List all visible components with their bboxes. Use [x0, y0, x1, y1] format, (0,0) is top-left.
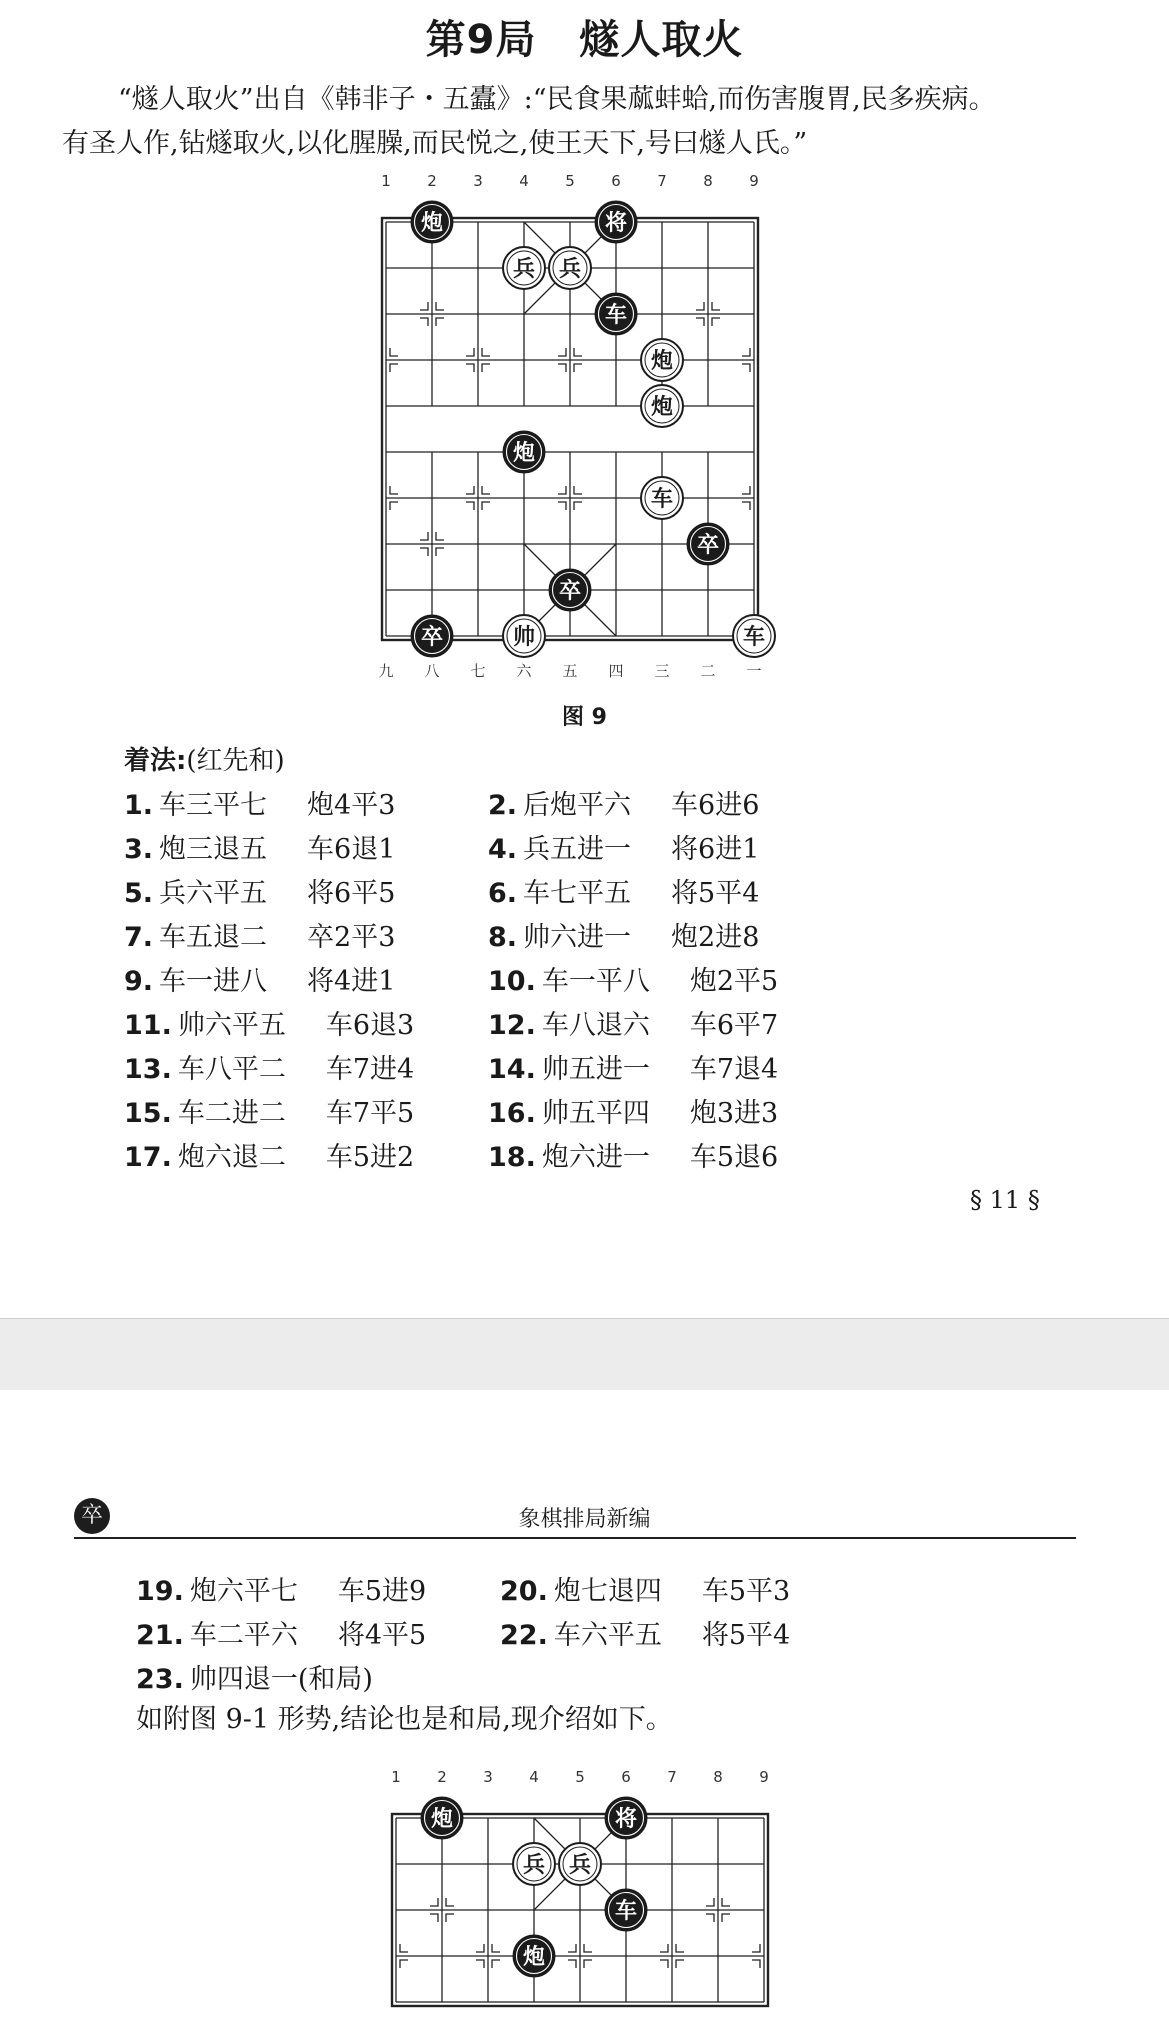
- move-number: 17.: [124, 1142, 172, 1173]
- red-move: 炮六进一: [541, 1142, 650, 1173]
- red-move: 帅六进一: [523, 922, 632, 953]
- move-number: 8.: [488, 922, 518, 953]
- move-entry: [500, 1570, 790, 1614]
- moves-label: 着法:: [124, 746, 187, 776]
- red-piece: [503, 615, 545, 657]
- red-piece: [513, 1843, 555, 1885]
- move-number: 14.: [488, 1054, 536, 1085]
- black-move: 将4平5: [337, 1620, 427, 1651]
- black-piece: [411, 201, 453, 243]
- red-move: 帅五平四: [541, 1098, 650, 1129]
- black-piece: [605, 1889, 647, 1931]
- move-entry: [488, 1048, 778, 1092]
- move-number: 16.: [488, 1098, 536, 1129]
- move-entry: [124, 1004, 414, 1048]
- black-move: 炮2进8: [671, 922, 760, 953]
- black-move: 车7退4: [689, 1054, 779, 1085]
- moves-subtitle: (红先和): [186, 746, 285, 776]
- file-number-bottom: 九: [378, 662, 394, 678]
- game-number: 第9局: [425, 17, 537, 63]
- red-move: 炮七退四: [553, 1576, 662, 1607]
- red-piece: [733, 615, 775, 657]
- black-move: 将4进1: [307, 966, 396, 997]
- page-gap: [0, 1318, 1169, 1392]
- chess-board-figure-9: [360, 168, 780, 678]
- red-piece: [503, 247, 545, 289]
- black-piece: [549, 569, 591, 611]
- game-title: [0, 8, 1169, 65]
- move-number: 4.: [488, 834, 518, 865]
- red-move: 车五退二: [159, 922, 268, 953]
- intro-line-1: “燧人取火”出自《韩非子・五蠹》:“民食果蓏蚌蛤,而伤害腹胃,民多疾病。: [118, 84, 996, 115]
- move-number: 15.: [124, 1098, 172, 1129]
- move-entry: [488, 784, 759, 828]
- move-number: 20.: [500, 1576, 548, 1607]
- red-move: 兵六平五: [159, 878, 268, 909]
- file-number-top: 8: [703, 172, 713, 190]
- move-number: 12.: [488, 1010, 536, 1041]
- svg-text:帅: 帅: [512, 625, 536, 650]
- svg-text:兵: 兵: [558, 257, 582, 282]
- red-piece: [559, 1843, 601, 1885]
- red-move: 车八退六: [541, 1010, 650, 1041]
- black-piece: [503, 431, 545, 473]
- black-move: 车5平3: [701, 1576, 791, 1607]
- page-12: [0, 1390, 1169, 2007]
- file-number-top: 8: [713, 1768, 723, 1786]
- black-move: 炮2平5: [689, 966, 779, 997]
- move-number: 23.: [136, 1664, 184, 1695]
- file-number-bottom: 二: [700, 662, 716, 678]
- black-move: 车5退6: [689, 1142, 779, 1173]
- file-number-bottom: 七: [470, 662, 486, 678]
- svg-text:卒: 卒: [696, 533, 720, 558]
- move-entry: [124, 960, 395, 1004]
- black-move: 车6进6: [671, 790, 760, 821]
- file-number-top: 5: [575, 1768, 585, 1786]
- move-number: 3.: [124, 834, 154, 865]
- move-entry: [488, 1092, 778, 1136]
- file-number-top: 4: [529, 1768, 539, 1786]
- black-piece: [421, 1797, 463, 1839]
- move-entry: [488, 960, 778, 1004]
- file-number-bottom: 八: [424, 662, 440, 678]
- black-move: 车7进4: [325, 1054, 415, 1085]
- move-entry: [136, 1614, 426, 1658]
- black-move: 将5平4: [701, 1620, 791, 1651]
- svg-text:车: 车: [650, 487, 674, 512]
- file-number-top: 7: [657, 172, 667, 190]
- chess-board-figure-9-1: [370, 1764, 790, 2024]
- black-piece: [513, 1935, 555, 1977]
- black-move: 将5平4: [671, 878, 760, 909]
- file-number-top: 4: [519, 172, 529, 190]
- book-header: 象棋排局新编: [518, 1507, 651, 1532]
- svg-text:车: 车: [614, 1899, 638, 1924]
- board-svg-partial: [370, 1764, 790, 2024]
- move-entry: [124, 784, 395, 828]
- move-number: 6.: [488, 878, 518, 909]
- red-move: 车一平八: [541, 966, 650, 997]
- page-number: § 11 §: [970, 1186, 1040, 1214]
- move-entry: [500, 1614, 790, 1658]
- black-piece: [595, 201, 637, 243]
- black-move: 车6退1: [307, 834, 396, 865]
- file-number-top: 2: [427, 172, 437, 190]
- svg-text:卒: 卒: [558, 579, 582, 604]
- move-entry: [124, 872, 395, 916]
- red-move: 车六平五: [553, 1620, 662, 1651]
- black-piece: [595, 293, 637, 335]
- move-entry: [488, 1004, 778, 1048]
- header-rule: [74, 1537, 1076, 1539]
- moves-heading: [124, 740, 285, 777]
- red-move: 帅五进一: [541, 1054, 650, 1085]
- page-number-value: 11: [989, 1186, 1021, 1214]
- red-piece: [641, 477, 683, 519]
- black-piece: [605, 1797, 647, 1839]
- move-entry: [124, 828, 395, 872]
- file-number-top: 5: [565, 172, 575, 190]
- move-number: 19.: [136, 1576, 184, 1607]
- move-number: 11.: [124, 1010, 172, 1041]
- board-svg: [360, 168, 780, 678]
- red-move: 帅六平五: [177, 1010, 286, 1041]
- black-move: 车5进2: [325, 1142, 415, 1173]
- file-number-bottom: 三: [654, 662, 670, 678]
- red-move: 炮六退二: [177, 1142, 286, 1173]
- svg-text:将: 将: [614, 1807, 638, 1832]
- move-number: 7.: [124, 922, 154, 953]
- move-entry: [124, 1092, 414, 1136]
- black-piece: [411, 615, 453, 657]
- move-number: 1.: [124, 790, 154, 821]
- figure-caption: 图 9: [562, 705, 607, 730]
- black-move: 将6进1: [671, 834, 760, 865]
- red-move: 帅四退一(和局): [189, 1664, 373, 1695]
- black-move: 将6平5: [307, 878, 396, 909]
- file-number-top: 1: [381, 172, 391, 190]
- file-number-top: 9: [759, 1768, 769, 1786]
- svg-text:炮: 炮: [650, 349, 674, 374]
- svg-text:兵: 兵: [568, 1853, 592, 1878]
- black-move: 卒2平3: [307, 922, 396, 953]
- red-move: 车二进二: [177, 1098, 286, 1129]
- svg-text:炮: 炮: [512, 441, 536, 466]
- appendix-note: 如附图 9-1 形势,结论也是和局,现介绍如下。: [136, 1704, 673, 1735]
- file-number-top: 1: [391, 1768, 401, 1786]
- move-number: 5.: [124, 878, 154, 909]
- move-number: 13.: [124, 1054, 172, 1085]
- file-number-top: 9: [749, 172, 759, 190]
- file-number-top: 2: [437, 1768, 447, 1786]
- move-entry: [124, 1136, 414, 1180]
- red-move: 炮三退五: [159, 834, 268, 865]
- red-move: 炮六平七: [189, 1576, 298, 1607]
- file-number-top: 6: [621, 1768, 631, 1786]
- red-move: 车一进八: [159, 966, 268, 997]
- svg-text:炮: 炮: [522, 1945, 546, 1970]
- svg-text:炮: 炮: [430, 1807, 454, 1832]
- move-entry: [488, 828, 759, 872]
- move-entry: [124, 1048, 414, 1092]
- svg-text:兵: 兵: [512, 257, 536, 282]
- file-number-top: 6: [611, 172, 621, 190]
- svg-text:车: 车: [604, 303, 628, 328]
- file-number-top: 3: [473, 172, 483, 190]
- file-number-bottom: 四: [608, 662, 624, 678]
- move-number: 2.: [488, 790, 518, 821]
- black-move: 炮3进3: [689, 1098, 779, 1129]
- red-move: 车二平六: [189, 1620, 298, 1651]
- move-number: 22.: [500, 1620, 548, 1651]
- svg-text:兵: 兵: [522, 1853, 546, 1878]
- file-number-top: 3: [483, 1768, 493, 1786]
- file-number-bottom: 一: [746, 662, 762, 678]
- red-move: 车八平二: [177, 1054, 286, 1085]
- black-move: 车6退3: [325, 1010, 415, 1041]
- black-move: 车6平7: [689, 1010, 779, 1041]
- red-piece: [641, 339, 683, 381]
- black-move: 炮4平3: [307, 790, 396, 821]
- svg-text:将: 将: [604, 211, 628, 236]
- black-move: 车7平5: [325, 1098, 415, 1129]
- black-piece: [687, 523, 729, 565]
- svg-text:炮: 炮: [420, 211, 444, 236]
- svg-text:卒: 卒: [420, 625, 444, 650]
- move-entry: [488, 872, 759, 916]
- move-number: 10.: [488, 966, 536, 997]
- intro-line-2: 有圣人作,钻燧取火,以化腥臊,而民悦之,使王天下,号曰燧人氏。”: [62, 128, 808, 159]
- red-move: 车三平七: [159, 790, 268, 821]
- move-entry: [136, 1658, 373, 1702]
- black-move: 车5进9: [337, 1576, 427, 1607]
- move-entry: [488, 916, 759, 960]
- move-number: 18.: [488, 1142, 536, 1173]
- file-number-bottom: 五: [562, 662, 578, 678]
- svg-text:车: 车: [742, 625, 766, 650]
- red-move: 后炮平六: [523, 790, 632, 821]
- file-number-bottom: 六: [516, 662, 532, 678]
- move-entry: [488, 1136, 778, 1180]
- move-entry: [136, 1570, 426, 1614]
- file-number-top: 7: [667, 1768, 677, 1786]
- move-number: 9.: [124, 966, 154, 997]
- red-piece: [549, 247, 591, 289]
- red-piece: [641, 385, 683, 427]
- move-number: 21.: [136, 1620, 184, 1651]
- pawn-badge-icon: 卒: [74, 1498, 110, 1534]
- red-move: 兵五进一: [523, 834, 632, 865]
- svg-text:炮: 炮: [650, 395, 674, 420]
- move-entry: [124, 916, 395, 960]
- red-move: 车七平五: [523, 878, 632, 909]
- game-name: 燧人取火: [579, 17, 744, 63]
